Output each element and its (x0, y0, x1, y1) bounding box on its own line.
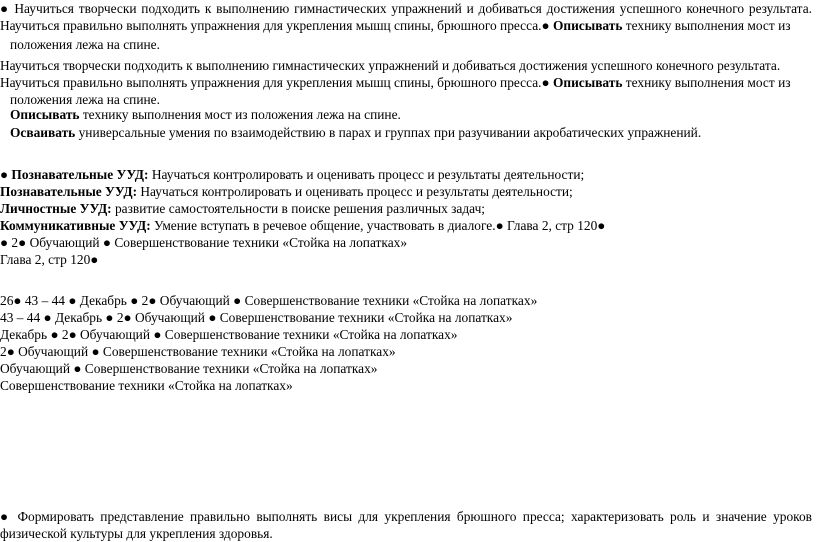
lesson-line-3: Декабрь ● 2● Обучающий ● Совершенствование техники «Стойка на лопатках» (0, 327, 458, 342)
lesson-line-2: 43 – 44 ● Декабрь ● 2● Обучающий ● Совершенствование техники «Стойка на лопатках» (0, 310, 513, 325)
goal-line-4: Научиться творчески подходить к выполнению гимнастических упражнений и добиваться достижения успешного конечного результата. (0, 58, 781, 73)
uud-line-6: Глава 2, стр 120● (0, 252, 99, 267)
form-line-2: физической культуры для укрепления здоровья. (0, 526, 273, 541)
lesson-line-4: 2● Обучающий ● Совершенствование техники «Стойка на лопатках» (0, 344, 396, 359)
goal-line-1: ● Научиться творчески подходить к выполнению гимнастических упражнений и добиваться достижения успешного конечного результата. (0, 1, 812, 16)
goal-line-5: Научиться правильно выполнять упражнения для укрепления мышц спины, брюшного пресса.● Описывать технику выполнения мост из (0, 75, 791, 90)
goal-line-3: положения лежа на спине. (10, 37, 160, 52)
goal-line-7: Описывать технику выполнения мост из положения лежа на спине. (10, 107, 401, 122)
uud-line-2: Познавательные УУД: Научаться контролировать и оценивать процесс и результаты деятельности; (0, 184, 573, 199)
form-line-1: ● Формировать представление правильно выполнять висы для укрепления брюшного пресса; характеризовать роль и значение уроков (0, 509, 812, 524)
uud-line-1: ● Познавательные УУД: Научаться контролировать и оценивать процесс и результаты деятельности; (0, 167, 585, 182)
goal-line-2: Научиться правильно выполнять упражнения для укрепления мышц спины, брюшного пресса.● Описывать технику выполнения мост из (0, 18, 791, 33)
uud-line-3: Личностные УУД: развитие самостоятельности в поиске решения различных задач; (0, 201, 486, 216)
lesson-line-5: Обучающий ● Совершенствование техники «Стойка на лопатках» (0, 361, 378, 376)
goal-line-8: Осваивать универсальные умения по взаимодействию в парах и группах при разучивании акробатических упражнений. (10, 125, 702, 140)
goal-line-6: положения лежа на спине. (10, 92, 160, 107)
lesson-line-1: 26● 43 – 44 ● Декабрь ● 2● Обучающий ● Совершенствование техники «Стойка на лопатках» (0, 293, 538, 308)
lesson-line-6: Совершенствование техники «Стойка на лопатках» (0, 378, 293, 393)
uud-line-4: Коммуникативные УУД: Умение вступать в речевое общение, участвовать в диалоге.● Глава 2, стр 120● (0, 218, 606, 233)
uud-line-5: ● 2● Обучающий ● Совершенствование техники «Стойка на лопатках» (0, 235, 408, 250)
